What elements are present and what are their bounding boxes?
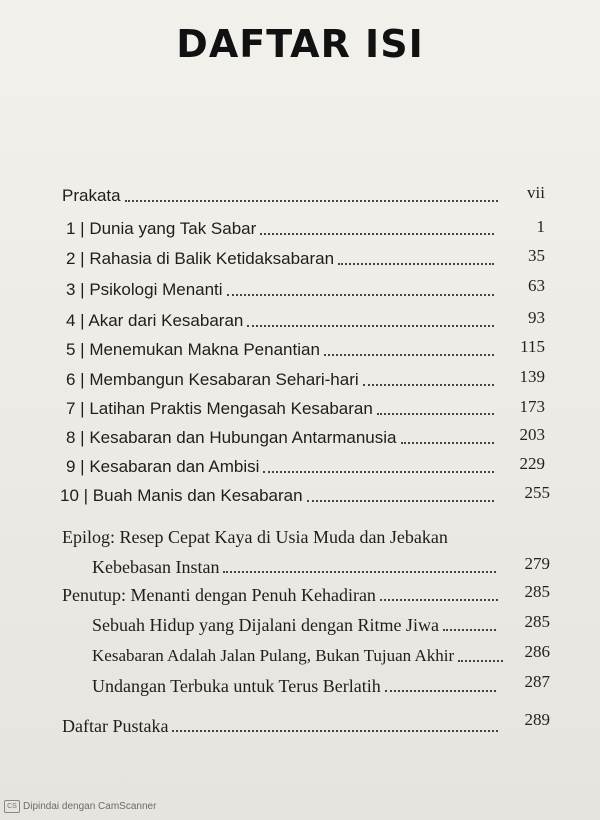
dot-leader — [401, 442, 495, 444]
toc-entry-daftar-pustaka — [62, 716, 502, 736]
toc-entry-chapter-4 — [66, 311, 498, 331]
toc-page-number: 1 — [536, 217, 545, 236]
dot-leader — [324, 354, 494, 356]
toc-entry-label: 5 | Menemukan Makna Penantian — [66, 340, 320, 359]
toc-entry-chapter-6 — [66, 370, 498, 390]
toc-entry-chapter-3 — [66, 280, 498, 300]
dot-leader — [260, 233, 494, 235]
toc-page-number: 255 — [524, 483, 550, 502]
toc-entry-label: 8 | Kesabaran dan Hubungan Antarmanusia — [66, 428, 397, 447]
dot-leader — [227, 294, 494, 296]
dot-leader — [172, 730, 498, 732]
dot-leader — [263, 471, 494, 473]
toc-page-number: 285 — [524, 612, 550, 631]
toc-page-number: 286 — [524, 642, 550, 661]
toc-page-number: 173 — [519, 397, 545, 416]
scanner-watermark — [4, 800, 156, 813]
toc-page-number: 287 — [524, 672, 550, 691]
toc-entry-penutup-sub-1 — [92, 615, 500, 635]
toc-entry-label: Undangan Terbuka untuk Terus Berlatih — [92, 676, 381, 696]
toc-entry-label: Daftar Pustaka — [62, 716, 169, 736]
toc-page-number: 203 — [519, 425, 545, 444]
toc-page-number: 279 — [524, 554, 550, 573]
toc-page-number: 35 — [528, 246, 545, 265]
toc-entry-label: 2 | Rahasia di Balik Ketidaksabaran — [66, 249, 335, 268]
page-title: DAFTAR ISI — [176, 22, 424, 66]
toc-page-number: 229 — [519, 454, 545, 473]
toc-page-number: 63 — [528, 276, 545, 295]
toc-entry-label: 6 | Membangun Kesabaran Sehari-hari — [66, 370, 359, 389]
toc-entry-label: 4 | Akar dari Kesabaran — [66, 311, 244, 330]
toc-entry-chapter-10 — [60, 486, 498, 506]
toc-page-number: vii — [527, 183, 545, 202]
toc-entry-label: Epilog: Resep Cepat Kaya di Usia Muda dan Jebakan — [62, 527, 448, 547]
toc-entry-epilog-cont — [92, 557, 500, 577]
watermark-text: Dipindai dengan CamScanner — [23, 801, 157, 812]
toc-page-number: 115 — [520, 337, 545, 356]
dot-leader — [458, 660, 503, 662]
toc-entry-chapter-5 — [66, 340, 498, 360]
toc-entry-chapter-8 — [66, 428, 498, 448]
toc-entry-chapter-7 — [66, 399, 498, 419]
dot-leader — [307, 500, 494, 502]
toc-entry-label: Kesabaran Adalah Jalan Pulang, Bukan Tujuan Akhir — [92, 646, 455, 665]
toc-entry-label: Prakata — [62, 186, 121, 205]
toc-page-number: 285 — [524, 582, 550, 601]
dot-leader — [247, 325, 494, 327]
toc-entry-epilog — [62, 527, 502, 547]
dot-leader — [363, 384, 494, 386]
toc-entry-penutup-sub-3 — [92, 676, 500, 696]
toc-entry-label: 3 | Psikologi Menanti — [66, 280, 223, 299]
toc-entry-label: 7 | Latihan Praktis Mengasah Kesabaran — [66, 399, 373, 418]
toc-entry-penutup-sub-2 — [92, 646, 507, 666]
dot-leader — [443, 629, 496, 631]
toc-entry-label: Kebebasan Instan — [92, 557, 220, 577]
toc-page-number: 93 — [528, 308, 545, 327]
dot-leader — [380, 599, 498, 601]
toc-entry-label: 1 | Dunia yang Tak Sabar — [66, 219, 257, 238]
toc-entry-chapter-2 — [66, 249, 498, 269]
dot-leader — [385, 690, 496, 692]
toc-entry-chapter-9 — [66, 457, 498, 477]
toc-page-number: 289 — [524, 710, 550, 729]
toc-entry-label: Sebuah Hidup yang Dijalani dengan Ritme Jiwa — [92, 615, 439, 635]
toc-entry-label: Penutup: Menanti dengan Penuh Kehadiran — [62, 585, 376, 605]
toc-entry-chapter-1 — [66, 219, 498, 239]
dot-leader — [125, 200, 498, 202]
toc-entry-prakata — [62, 186, 502, 206]
toc-page-number: 139 — [519, 367, 545, 386]
toc-entry-label: 10 | Buah Manis dan Kesabaran — [60, 486, 303, 505]
toc-entry-label: 9 | Kesabaran dan Ambisi — [66, 457, 260, 476]
camscanner-logo-icon: CS — [4, 800, 20, 813]
dot-leader — [377, 413, 494, 415]
dot-leader — [223, 571, 496, 573]
toc-entry-penutup — [62, 585, 502, 605]
dot-leader — [338, 263, 494, 265]
